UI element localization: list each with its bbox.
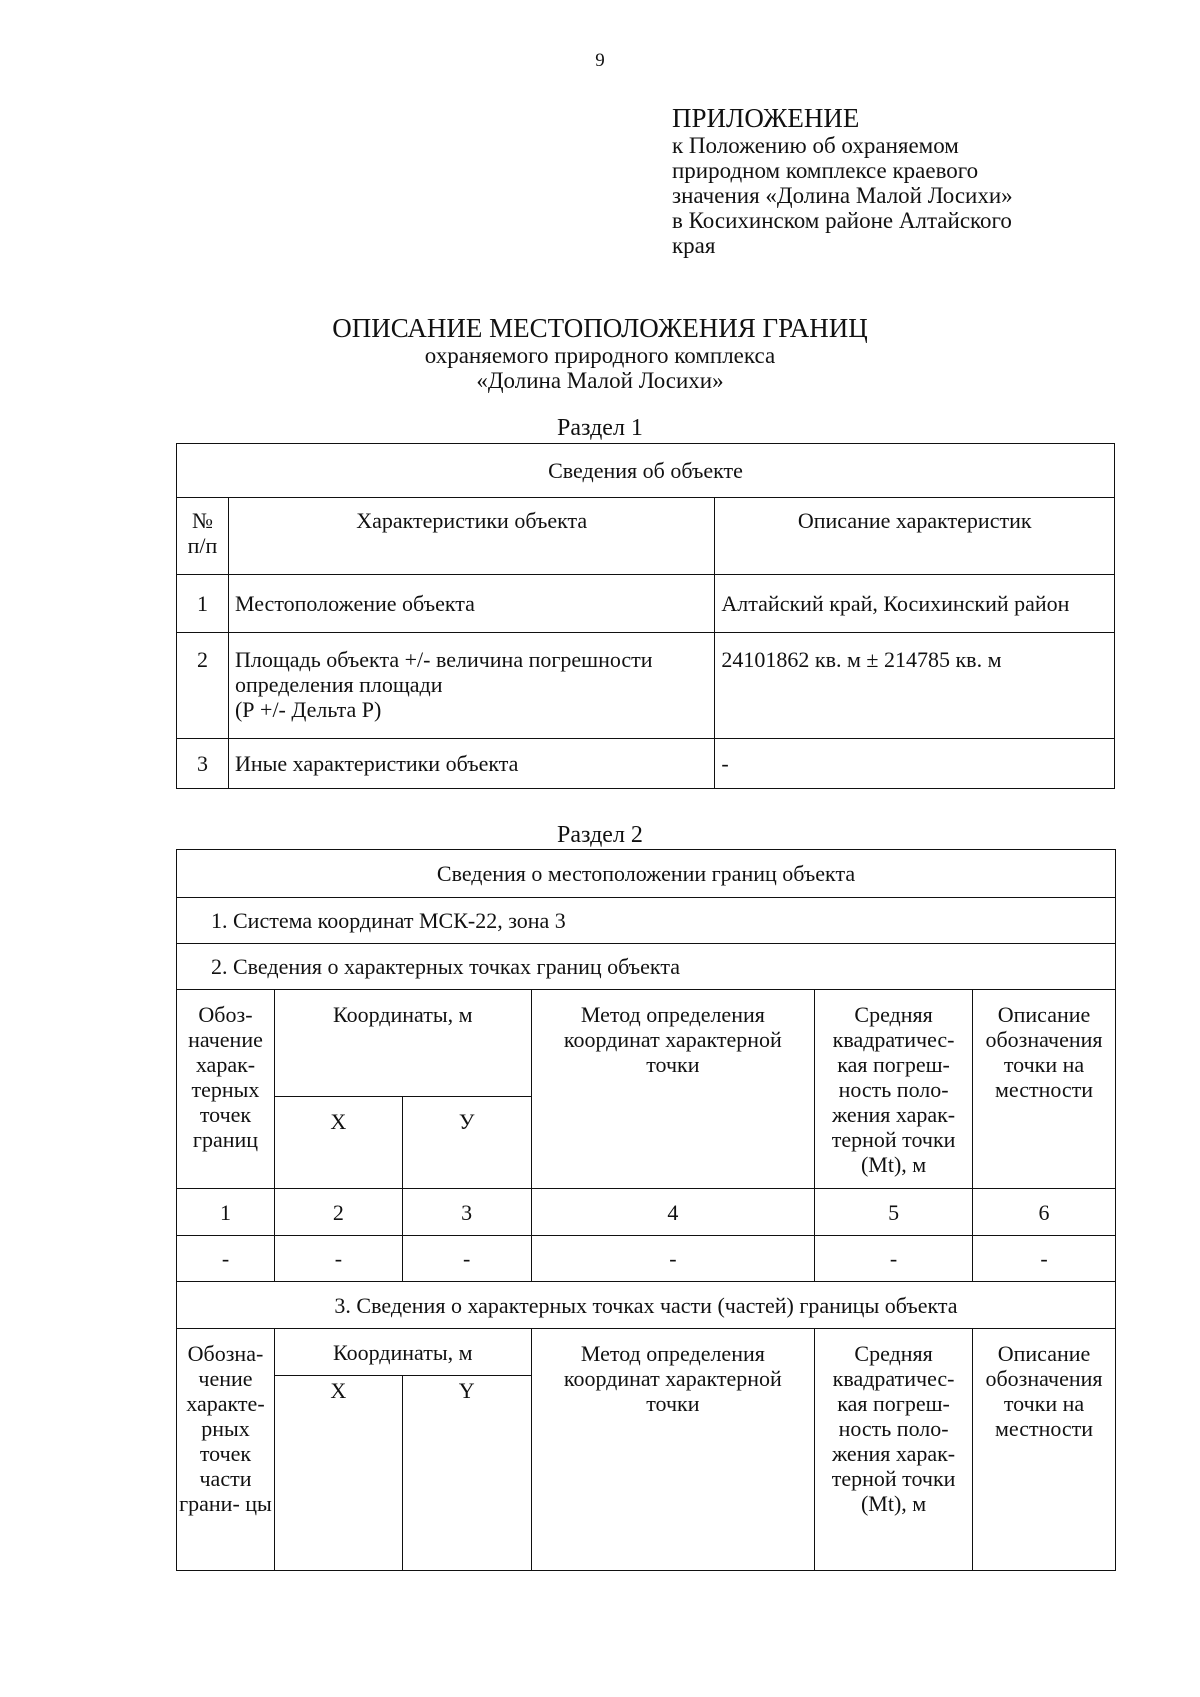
col-location-description-header: Описание обозначения точки на местности xyxy=(973,990,1116,1189)
points-header: 2. Сведения о характерных точках границ объекта xyxy=(177,944,1116,990)
col-characteristics-header: Характеристики объекта xyxy=(228,498,714,575)
parts-col-designation-header: Обозна- чение характе- рных точек части грани- цы xyxy=(177,1329,275,1571)
parts-col-location-description-header: Описание обозначения точки на местности xyxy=(973,1329,1116,1571)
row-num: 3 xyxy=(177,739,229,789)
row-description: 24101862 кв. м ± 214785 кв. м xyxy=(715,633,1115,739)
empty-cell: - xyxy=(815,1236,973,1282)
col-y-header: У xyxy=(402,1097,531,1189)
appendix-block xyxy=(672,103,1092,258)
col-error-header: Средняя квадратичес- кая погреш- ность поло- жения харак- терной точки (Mt), м xyxy=(815,990,973,1189)
column-number: 3 xyxy=(402,1189,531,1236)
col-coordinates-header: Координаты, м xyxy=(274,990,531,1097)
document-title-sub: «Долина Малой Лосихи» xyxy=(476,368,724,393)
appendix-line: природном комплексе краевого xyxy=(672,158,979,183)
row-description: - xyxy=(715,739,1115,789)
appendix-title: ПРИЛОЖЕНИЕ xyxy=(672,103,860,133)
row-characteristic xyxy=(228,633,714,739)
parts-col-y-header: Y xyxy=(402,1376,531,1571)
section1-table xyxy=(176,443,1115,789)
table-row xyxy=(177,1236,1116,1282)
column-number: 1 xyxy=(177,1189,275,1236)
section2-table xyxy=(176,849,1116,1571)
row-characteristic: Местоположение объекта xyxy=(228,575,714,633)
empty-cell: - xyxy=(531,1236,815,1282)
document-title xyxy=(0,313,1200,393)
column-number: 4 xyxy=(531,1189,815,1236)
col-num-header: № п/п xyxy=(177,498,229,575)
empty-cell: - xyxy=(973,1236,1116,1282)
appendix-line: к Положению об охраняемом xyxy=(672,133,959,158)
page-number: 9 xyxy=(595,50,605,71)
row-num: 1 xyxy=(177,575,229,633)
table-row xyxy=(177,575,1115,633)
row-characteristic-formula: (Р +/- Дельта Р) xyxy=(234,697,382,722)
section1-label: Раздел 1 xyxy=(557,415,643,441)
parts-col-method-header: Метод определения координат характерной точки xyxy=(531,1329,815,1571)
appendix-line: в Косихинском районе Алтайского xyxy=(672,208,1012,233)
section2-header: Сведения о местоположении границ объекта xyxy=(177,850,1116,898)
appendix-line: края xyxy=(672,233,716,258)
column-number: 6 xyxy=(973,1189,1116,1236)
empty-cell: - xyxy=(177,1236,275,1282)
table-row xyxy=(177,739,1115,789)
empty-cell: - xyxy=(402,1236,531,1282)
parts-header: 3. Сведения о характерных точках части (частей) границы объекта xyxy=(177,1282,1116,1329)
column-number: 2 xyxy=(274,1189,402,1236)
column-number: 5 xyxy=(815,1189,973,1236)
appendix-line: значения «Долина Малой Лосихи» xyxy=(672,183,1013,208)
section1-header: Сведения об объекте xyxy=(177,444,1115,498)
table-row xyxy=(177,633,1115,739)
column-numbers-row xyxy=(177,1189,1116,1236)
parts-col-x-header: X xyxy=(274,1376,402,1571)
parts-col-error-header: Средняя квадратичес- кая погреш- ность поло- жения харак- терной точки (Mt), м xyxy=(815,1329,973,1571)
col-method-header: Метод определения координат характерной точки xyxy=(531,990,815,1189)
parts-col-coordinates-header: Координаты, м xyxy=(274,1329,531,1376)
row-num: 2 xyxy=(177,633,229,739)
empty-cell: - xyxy=(274,1236,402,1282)
coordinate-system: 1. Система координат МСК-22, зона 3 xyxy=(177,898,1116,944)
section2-label: Раздел 2 xyxy=(557,822,643,848)
row-characteristic: Иные характеристики объекта xyxy=(228,739,714,789)
row-description: Алтайский край, Косихинский район xyxy=(715,575,1115,633)
col-description-header: Описание характеристик xyxy=(715,498,1115,575)
row-characteristic-text: Площадь объекта +/- величина погрешности определения площади xyxy=(234,647,653,697)
document-title-sub: охраняемого природного комплекса xyxy=(424,343,776,368)
col-x-header: X xyxy=(274,1097,402,1189)
col-designation-header: Обоз- начение харак- терных точек границ xyxy=(177,990,275,1189)
document-title-main: ОПИСАНИЕ МЕСТОПОЛОЖЕНИЯ ГРАНИЦ xyxy=(332,313,868,343)
